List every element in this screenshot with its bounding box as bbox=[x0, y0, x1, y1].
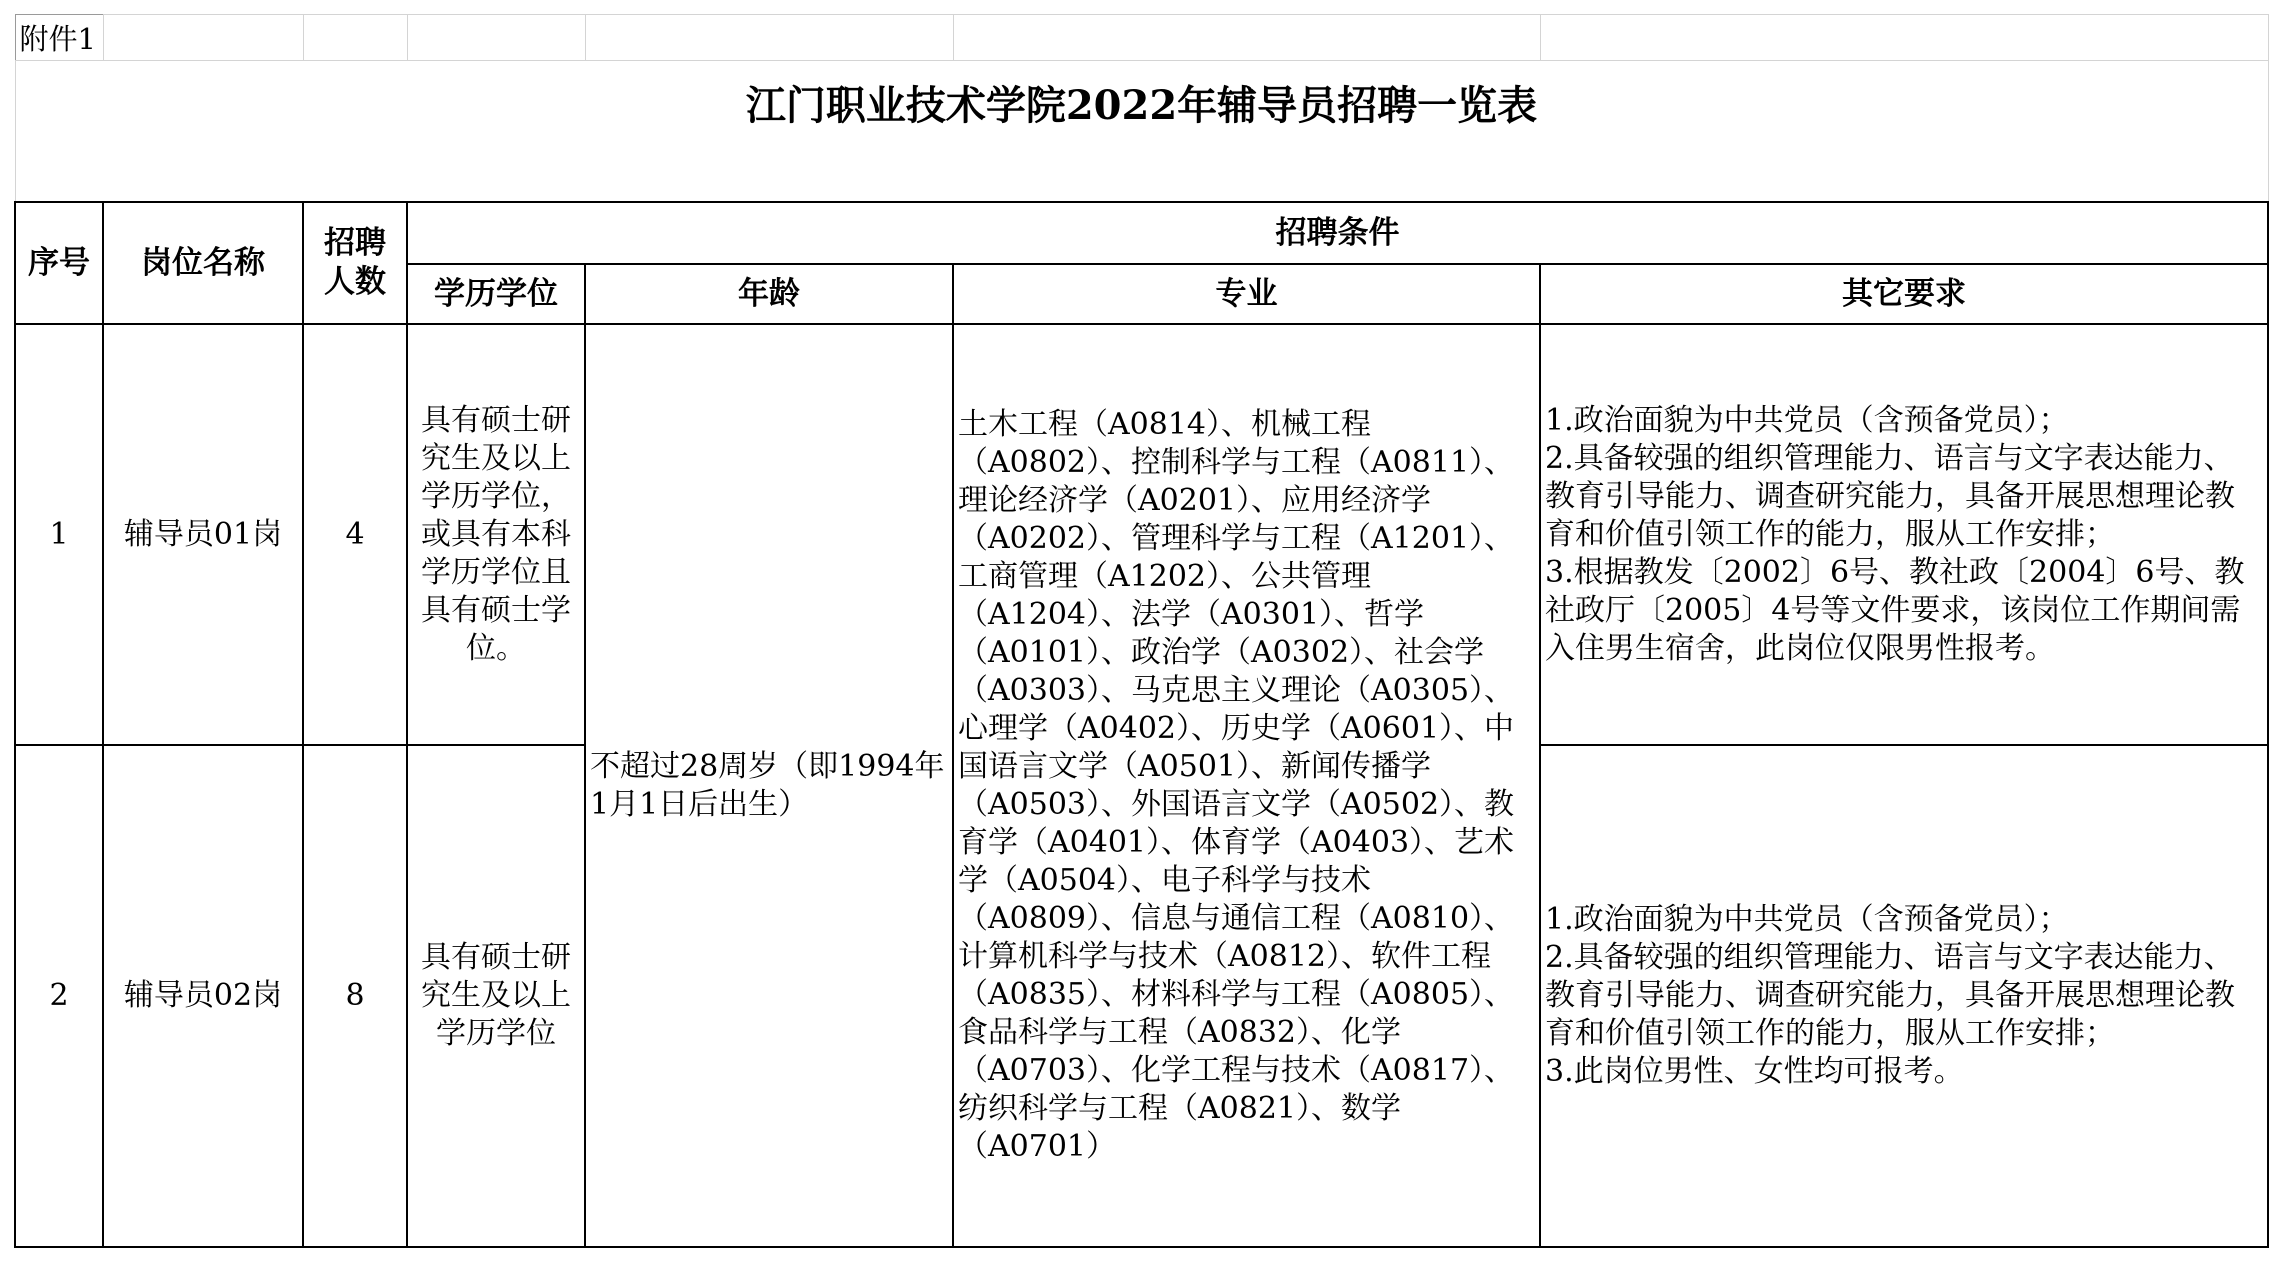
header-row-top bbox=[15, 202, 2268, 264]
count-cell[interactable]: 4 bbox=[303, 324, 407, 745]
empty-cell[interactable] bbox=[953, 15, 1540, 61]
header-count[interactable]: 招聘人数 bbox=[303, 202, 407, 324]
header-conditions[interactable]: 招聘条件 bbox=[407, 202, 2268, 264]
other-requirements-cell[interactable] bbox=[1540, 324, 2268, 745]
age-cell[interactable]: 不超过28周岁（即1994年1月1日后出生） bbox=[585, 324, 953, 1247]
seq-cell[interactable]: 2 bbox=[15, 745, 103, 1247]
annex-row bbox=[15, 15, 2268, 61]
requirement-line: 1.政治面貌为中共党员（含预备党员）； bbox=[1545, 902, 2069, 937]
empty-cell[interactable] bbox=[1540, 15, 2268, 61]
header-other[interactable]: 其它要求 bbox=[1540, 264, 2268, 324]
other-requirements-cell[interactable] bbox=[1540, 745, 2268, 1247]
header-major[interactable]: 专业 bbox=[953, 264, 1540, 324]
header-position[interactable]: 岗位名称 bbox=[103, 202, 303, 324]
empty-cell[interactable] bbox=[585, 15, 953, 61]
header-education[interactable]: 学历学位 bbox=[407, 264, 585, 324]
title-row bbox=[15, 61, 2268, 144]
empty-cell[interactable] bbox=[15, 143, 2268, 202]
requirement-line: 1.政治面貌为中共党员（含预备党员）； bbox=[1545, 402, 2069, 438]
recruitment-table bbox=[14, 14, 2269, 1248]
requirement-line: 3.此岗位男性、女性均可报考。 bbox=[1545, 1054, 1964, 1089]
empty-cell[interactable] bbox=[407, 15, 585, 61]
header-age[interactable]: 年龄 bbox=[585, 264, 953, 324]
position-cell[interactable]: 辅导员02岗 bbox=[103, 745, 303, 1247]
empty-cell[interactable] bbox=[103, 15, 303, 61]
spreadsheet bbox=[14, 14, 2269, 1248]
education-cell[interactable]: 具有硕士研究生及以上学历学位，或具有本科学历学位且具有硕士学位。 bbox=[407, 324, 585, 745]
table-row bbox=[15, 324, 2268, 745]
seq-cell[interactable]: 1 bbox=[15, 324, 103, 745]
count-cell[interactable]: 8 bbox=[303, 745, 407, 1247]
blank-row bbox=[15, 143, 2268, 202]
page-title[interactable]: 江门职业技术学院2022年辅导员招聘一览表 bbox=[15, 61, 2268, 144]
requirement-line: 2.具备较强的组织管理能力、语言与文字表达能力、教育引导能力、调查研究能力，具备开展思想理论教育和价值引领工作的能力，服从工作安排； bbox=[1545, 440, 2235, 552]
major-cell[interactable]: 土木工程（A0814）、机械工程（A0802）、控制科学与工程（A0811）、理论经济学（A0201）、应用经济学（A0202）、管理科学与工程（A1201）、工商管理（A1202）、公共管理（A1204）、法学（A0301）、哲学（A0101）、政治学（A0302）、社会学（A0303）、马克思主义理论（A0305）、心理学（A0402）、历史学（A0601）、中国语言文学（A0501）、新闻传播学（A0503）、外国语言文学（A0502）、教育学（A0401）、体育学（A0403）、艺术学（A0504）、电子科学与技术（A0809）、信息与通信工程（A0810）、计算机科学与技术（A0812）、软件工程（A0835）、材料科学与工程（A0805）、食品科学与工程（A0832）、化学（A0703）、化学工程与技术（A0817）、纺织科学与工程（A0821）、数学（A0701） bbox=[953, 324, 1540, 1247]
requirement-line: 2.具备较强的组织管理能力、语言与文字表达能力、教育引导能力、调查研究能力，具备开展思想理论教育和价值引领工作的能力，服从工作安排； bbox=[1545, 940, 2235, 1051]
requirement-line: 3.根据教发〔2002〕6号、教社政〔2004〕6号、教社政厅〔2005〕4号等文件要求，该岗位工作期间需入住男生宿舍，此岗位仅限男性报考。 bbox=[1545, 554, 2245, 666]
position-cell[interactable]: 辅导员01岗 bbox=[103, 324, 303, 745]
header-seq[interactable]: 序号 bbox=[15, 202, 103, 324]
annex-label[interactable]: 附件1 bbox=[15, 15, 103, 61]
empty-cell[interactable] bbox=[303, 15, 407, 61]
education-cell[interactable]: 具有硕士研究生及以上学历学位 bbox=[407, 745, 585, 1247]
